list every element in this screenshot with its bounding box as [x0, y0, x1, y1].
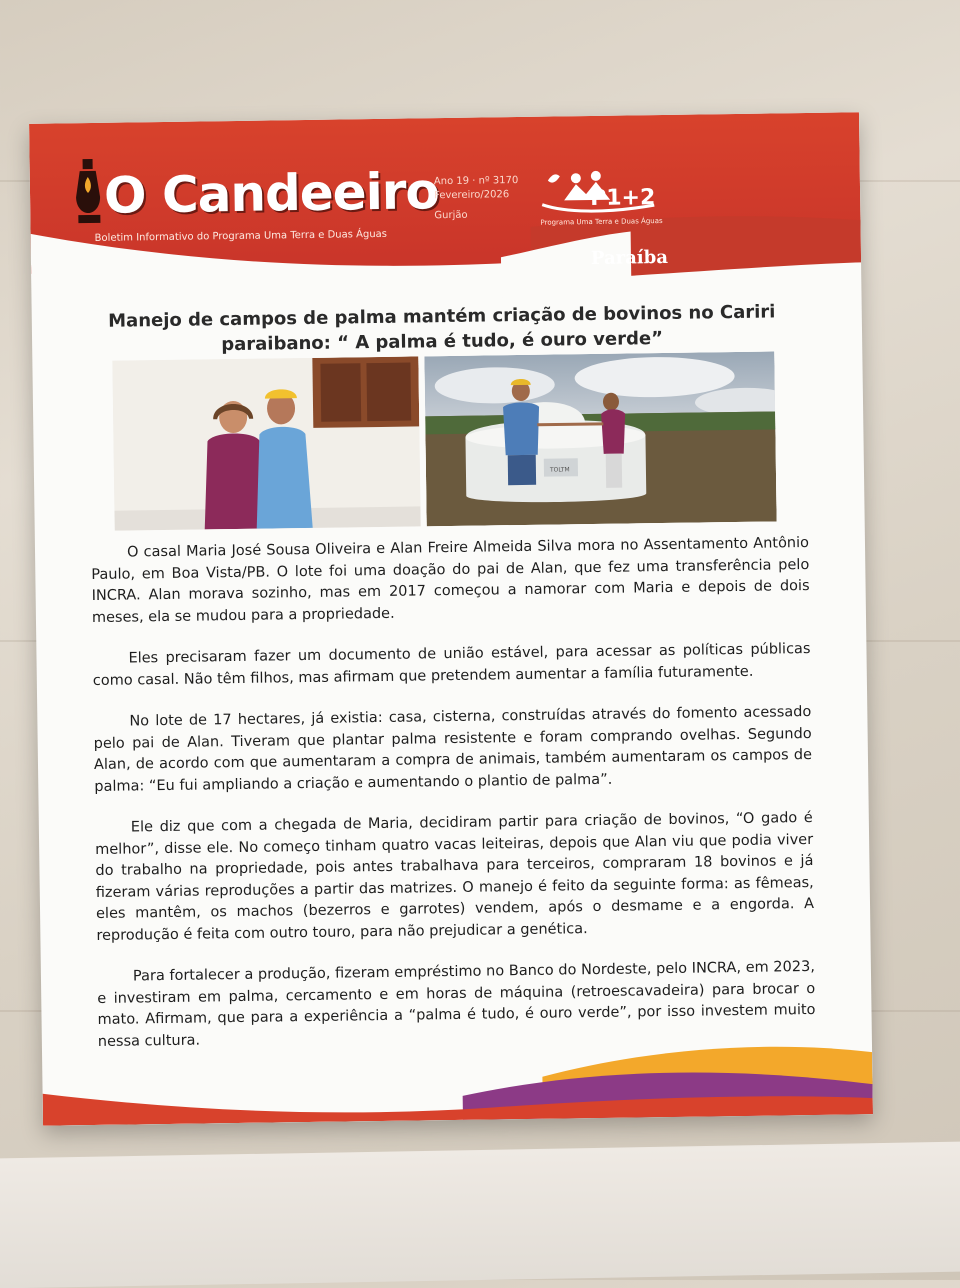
article-paragraph: Eles precisaram fazer um documento de união estável, para acessar as políticas públicas como casal. Não têm filhos, mas afirmam que pretendem aumentar a família futuramente. — [92, 640, 811, 689]
article-body — [91, 533, 816, 1073]
article-headline: Manejo de campos de palma mantém criação de bovinos no Cariri paraibano: “ A palma é tudo, é ouro verde” — [108, 301, 776, 356]
newsletter-title: O Candeeiro — [103, 162, 440, 225]
cistern-plate-text: TOLTM — [549, 466, 570, 474]
photo-couple-house — [112, 356, 420, 530]
newsletter-subtitle: Boletim Informativo do Programa Uma Terra e Duas Águas — [94, 228, 388, 244]
issue-info — [434, 174, 519, 223]
issue-location: Gurjão — [434, 209, 468, 222]
article-paragraph: O casal Maria José Sousa Oliveira e Alan Freire Almeida Silva mora no Assentamento Antônio Paulo, em Boa Vista/PB. O lote foi uma doação do pai de Alan, que fez uma transferência pelo INCRA. Alan morava sozinho, mas em 2017 começou a namorar com Maria e depois de dois meses, ela se mudou para a propriedade. — [91, 534, 810, 626]
newsletter-page — [29, 112, 873, 1125]
issue-number: Ano 19 · nº 3170 — [433, 175, 519, 188]
region-label: Paraíba — [590, 246, 669, 270]
desk-edge — [0, 1142, 960, 1288]
p1p2-logo-text: P1+2 — [589, 185, 656, 212]
article-paragraph: Ele diz que com a chegada de Maria, decidiram partir para criação de bovinos, “O gado é melhor”, disse ele. No começo tinham quatro vacas leiteiras, depois que Alan viu que podia viver do trabalho na propriedade, pois antes trabalhava para terceiros, compraram 18 bovinos e já fizeram várias reproduções a partir das matrizes. O manejo é feito da seguinte forma: as fêmeas, eles mantêm, os machos (bezerros e garrotes) vendem, após o desmame e a engorda. A reprodução é feita com outro touro, para não prejudicar a genética. — [95, 809, 815, 944]
footer-wave-decoration — [42, 1032, 873, 1126]
photo-couple-cistern — [424, 351, 776, 526]
article-paragraph: Para fortalecer a produção, fizeram empréstimo no Banco do Nordeste, pelo INCRA, em 2023, e investiram em palma, cercamento e em horas de máquina (retroescavadeira) para brocar o mato. Afirmam, que para a experiência a “palma é tudo, é ouro verde”, por isso investem muito nessa cultura. — [97, 958, 816, 1050]
article-paragraph: No lote de 17 hectares, já existia: casa, cisterna, construídas através do fomento acessado pelo pai de Alan. Tiveram que plantar palma resistente e foram comprando ovelhas. Segundo Alan, de acordo com que aumentaram a compra de animais, também aumentaram os campos de palma: “Eu fui ampliando a criação e aumentando o plantio de palma”. — [93, 703, 813, 795]
lamp-logo-icon — [74, 157, 105, 227]
issue-date: Fevereiro/2026 — [434, 189, 510, 202]
p1p2-logo-subtitle: Programa Uma Terra e Duas Águas — [540, 217, 663, 227]
